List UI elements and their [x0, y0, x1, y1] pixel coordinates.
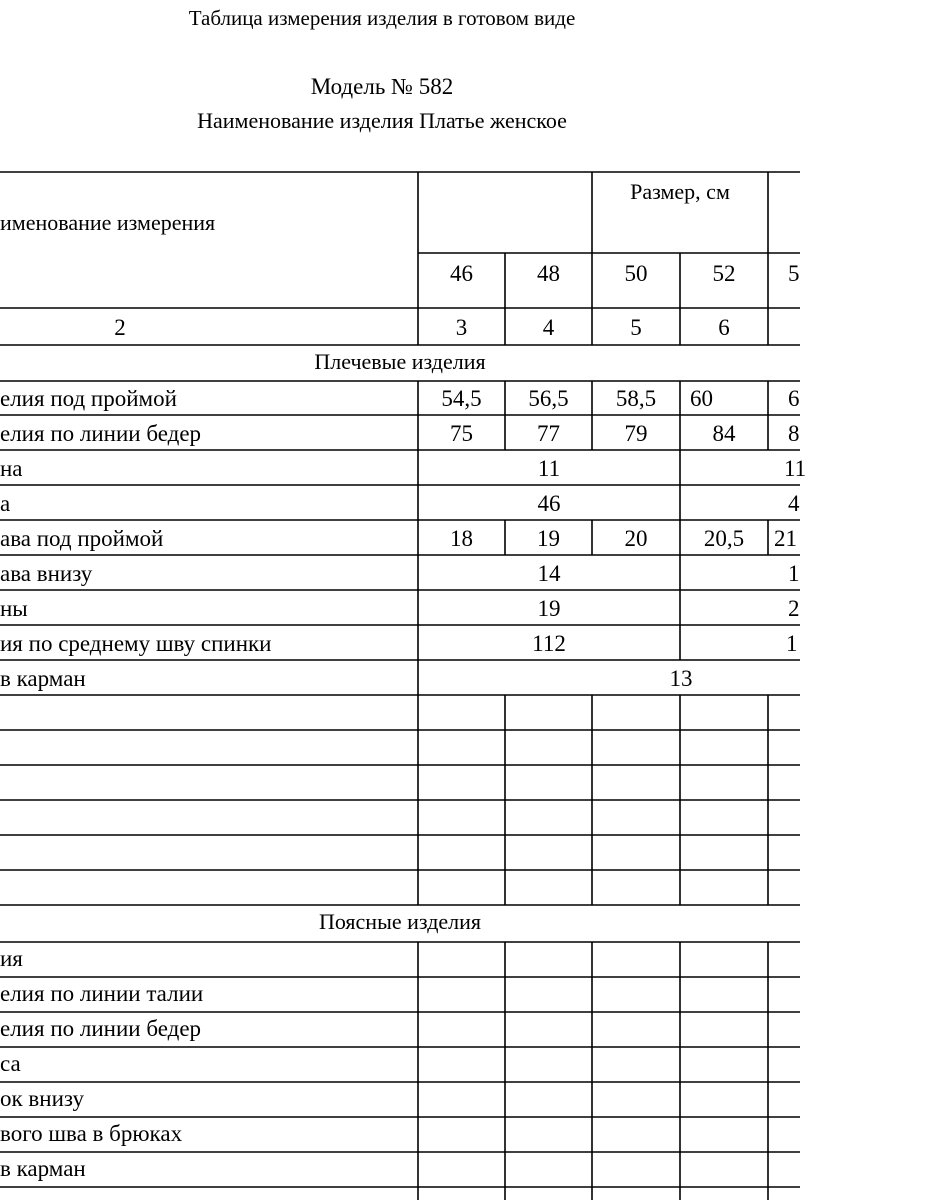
- cell-value: 54,5: [441, 386, 482, 411]
- cell-value-merged: 46: [537, 491, 561, 516]
- row-name: елия по линии бедер: [0, 421, 202, 446]
- cell-value: 60: [690, 386, 713, 411]
- cell-value-merged: 14: [537, 561, 561, 586]
- cell-value-merged: 11: [784, 456, 807, 481]
- numbering-4: 4: [542, 315, 555, 340]
- column-header-name: именование измерения: [0, 210, 216, 235]
- cell-value-merged: 11: [537, 456, 561, 481]
- cell-value-merged: 2: [788, 596, 800, 621]
- row-name: ия: [0, 946, 23, 971]
- size-52: 52: [712, 261, 736, 286]
- row-name: ава внизу: [0, 561, 93, 586]
- row-name: елия по линии бедер: [0, 1016, 202, 1041]
- size-46: 46: [450, 261, 473, 286]
- size-50: 50: [624, 261, 648, 286]
- column-header-size: Размер, см: [630, 179, 730, 204]
- cell-value: 58,5: [615, 386, 657, 411]
- cell-value: 56,5: [528, 386, 569, 411]
- row-name: в карман: [0, 666, 86, 691]
- model-number: Модель № 582: [310, 74, 454, 99]
- numbering-5: 5: [630, 315, 642, 340]
- product-name: Наименование изделия Платье женское: [197, 108, 567, 133]
- cell-value: 77: [537, 421, 560, 446]
- cell-value: 21: [774, 526, 797, 551]
- row-name: вого шва в брюках: [0, 1121, 183, 1146]
- row-name: в карман: [0, 1156, 86, 1181]
- row-name: ок внизу: [0, 1086, 85, 1111]
- cell-value: 19: [537, 526, 560, 551]
- cell-value: 75: [450, 421, 473, 446]
- cell-value-merged: 112: [532, 631, 566, 656]
- cell-value-merged: 13: [669, 666, 693, 691]
- cell-value: 18: [450, 526, 473, 551]
- size-48: 48: [537, 261, 560, 286]
- row-name: на: [0, 456, 23, 481]
- row-name: ава под проймой: [0, 526, 164, 551]
- numbering-6: 6: [718, 315, 730, 340]
- row-name: са: [0, 1051, 21, 1076]
- row-name: елия по линии талии: [0, 981, 204, 1006]
- cell-value: 79: [624, 421, 648, 446]
- section-upper-title: Плечевые изделия: [314, 349, 486, 374]
- cell-value: 6: [788, 386, 800, 411]
- cell-value-merged: 1: [786, 631, 798, 656]
- cell-value-merged: 19: [537, 596, 561, 621]
- section-lower-title: Поясные изделия: [318, 909, 482, 934]
- cell-value-merged: 1: [788, 561, 800, 586]
- cell-value: 84: [712, 421, 736, 446]
- cell-value: 20: [624, 526, 648, 551]
- cell-value-merged: 4: [788, 491, 800, 516]
- cell-value: 8: [788, 421, 800, 446]
- cell-value: 20,5: [703, 526, 745, 551]
- size-partial: 5: [788, 261, 800, 286]
- row-name: ия по среднему шву спинки: [0, 631, 272, 656]
- row-name: ны: [0, 596, 28, 621]
- row-name: елия под проймой: [0, 386, 177, 411]
- numbering-3: 3: [455, 315, 468, 340]
- row-name: а: [0, 491, 11, 516]
- numbering-2: 2: [114, 315, 126, 340]
- document-title: Таблица измерения изделия в готовом виде: [188, 6, 576, 30]
